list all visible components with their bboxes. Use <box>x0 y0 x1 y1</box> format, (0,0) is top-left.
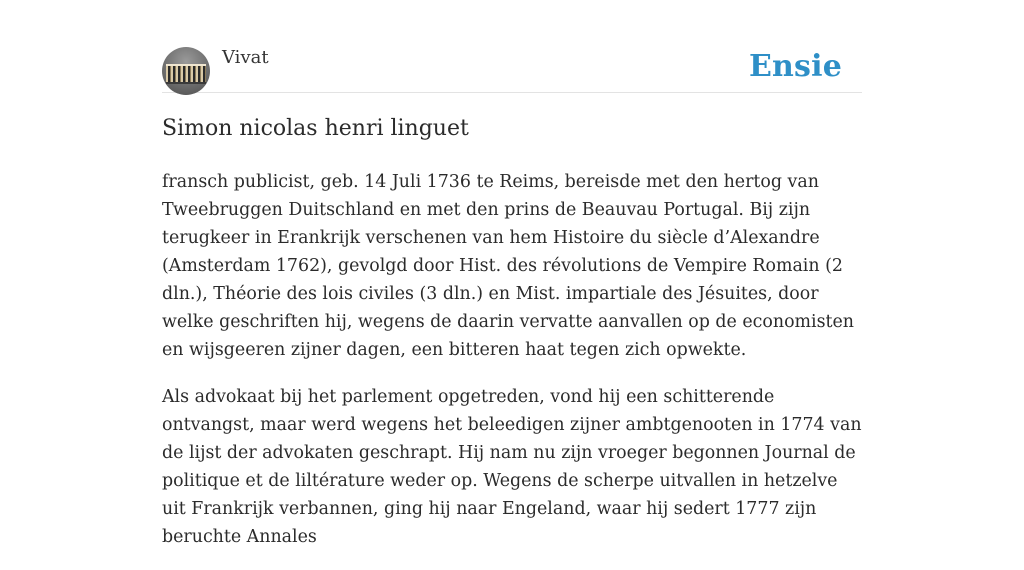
entry-paragraph: fransch publicist, geb. 14 Juli 1736 te Reims, bereisde met den hertog van Tweebruggen Duitschland en met den prins de Beauvau Portugal. Bij zijn terugkeer in Erankrijk verschenen van hem Histoire du siècle d’Alexandre (Amsterdam 1762), gevolgd door Hist. des révolutions de Vempire Romain (2 dln.), Théorie des lois civiles (3 dln.) en Mist. impartiale des Jésuites, door welke geschriften hij, wegens de daarin vervatte aanvallen op de economisten en wijsgeeren zijner dagen, een bitteren haat tegen zich opwekte. <box>162 172 854 360</box>
entry-paragraph: Als advokaat bij het parlement opgetreden, vond hij een schitterende ontvangst, maar werd wegens het beleedigen zijner ambtgenooten in 1774 van de lijst der advokaten geschrapt. Hij nam nu zijn vroeger begonnen Journal de politique et de liltérature weder op. Wegens de scherpe uitvallen in hetzelve uit Frankrijk verbannen, ging hij naar Engeland, waar hij sedert 1777 zijn beruchte Annales <box>162 387 862 547</box>
brand-logo-link[interactable]: Ensie <box>748 49 842 84</box>
entry-title: Simon nicolas henri linguet <box>162 116 469 141</box>
author-name-link[interactable]: Vivat <box>222 47 269 68</box>
entry-header <box>162 44 862 93</box>
bookshelf-avatar-icon <box>166 64 206 84</box>
entry-body <box>162 168 862 570</box>
author-avatar[interactable] <box>162 47 210 95</box>
